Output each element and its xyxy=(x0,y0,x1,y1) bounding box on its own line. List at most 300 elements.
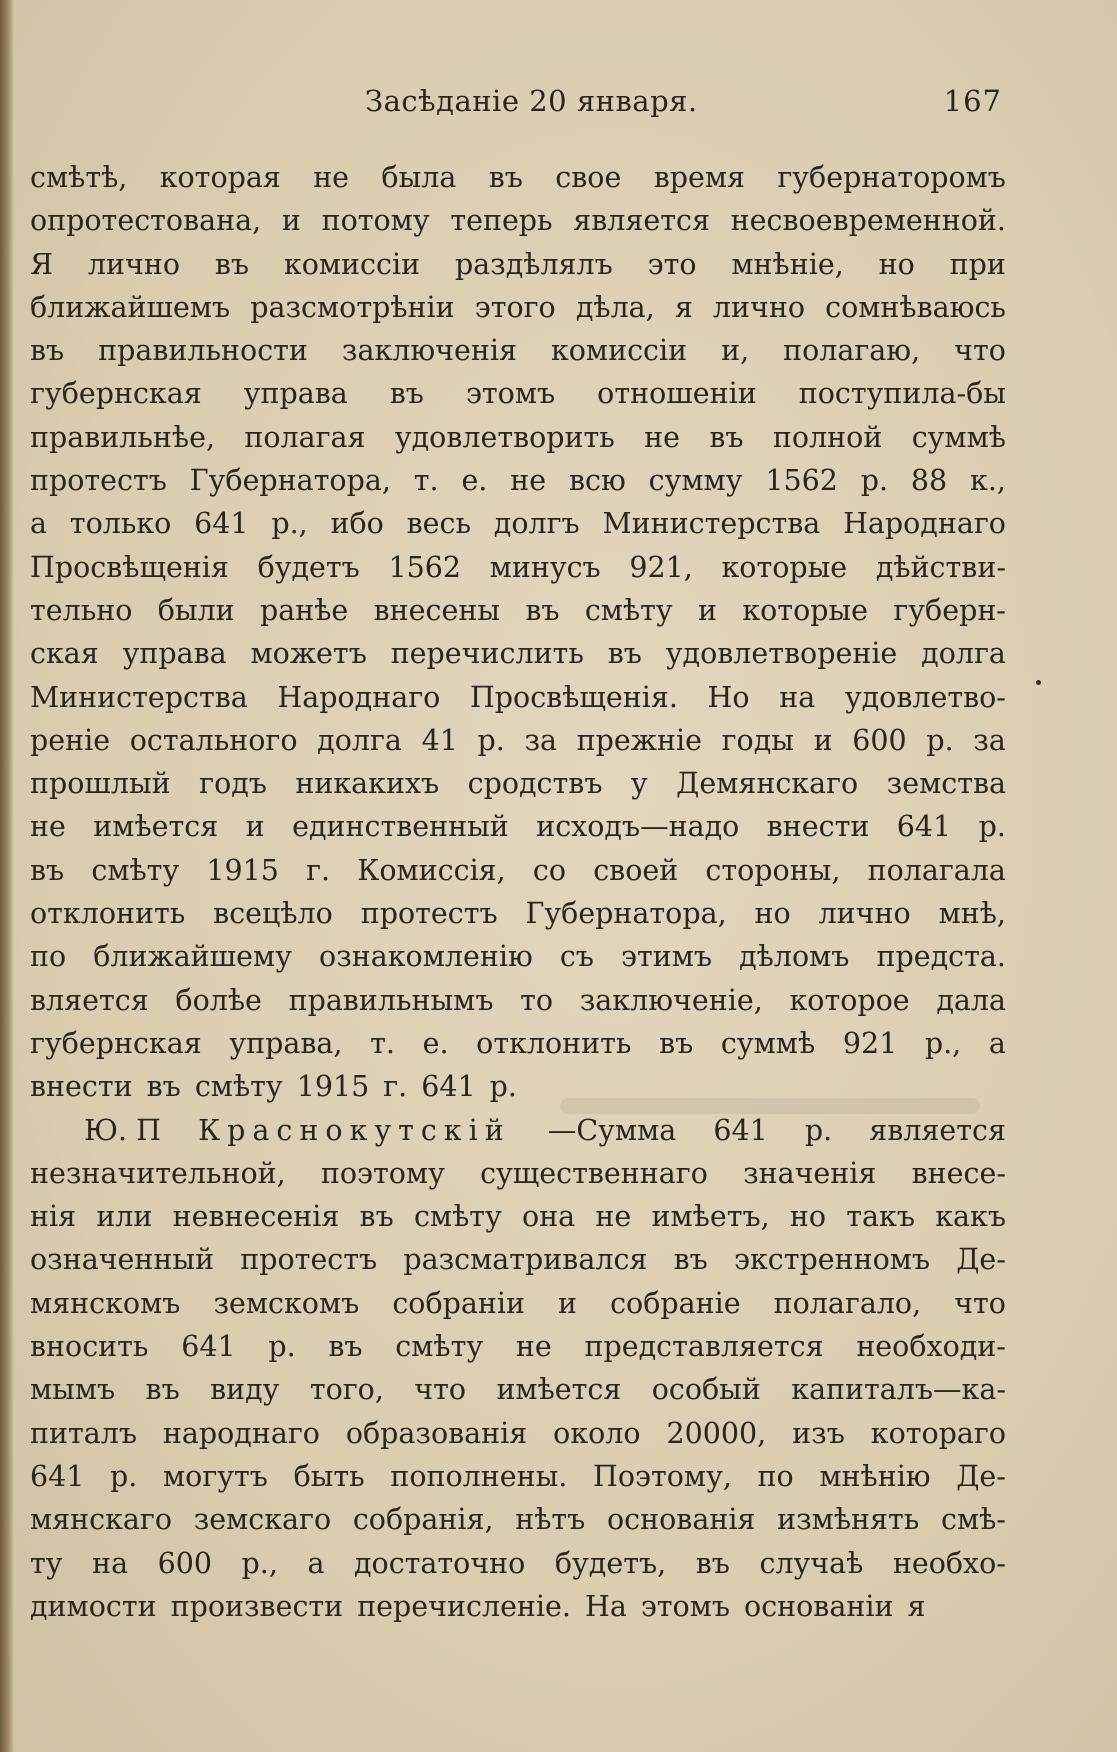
text-word: Народнаго xyxy=(843,507,1006,541)
text-word: и xyxy=(245,810,265,844)
text-word: со xyxy=(532,853,567,887)
text-word: то xyxy=(520,983,554,1017)
text-word: исходъ—надо xyxy=(536,810,740,844)
text-word: внести xyxy=(766,810,870,844)
text-line xyxy=(30,719,1006,762)
text-word: минусъ xyxy=(489,550,601,584)
text-word: Министерства xyxy=(30,680,248,714)
text-word: перечисленіе. xyxy=(357,1589,571,1623)
text-word: прежніе xyxy=(576,723,702,757)
text-word: стороны, xyxy=(705,853,841,887)
text-word: является xyxy=(869,1113,1006,1147)
text-word: этимъ xyxy=(621,940,713,974)
text-word: означенный xyxy=(30,1243,215,1277)
text-word: имѣется xyxy=(496,1373,622,1407)
text-word: реніе xyxy=(30,723,111,757)
text-word: 1562 xyxy=(388,550,461,584)
text-word: ибо xyxy=(330,507,384,541)
text-word: разсмотрѣніи xyxy=(250,290,455,324)
text-word: можетъ xyxy=(250,637,367,671)
text-line xyxy=(30,1238,1006,1281)
text-word: которые xyxy=(742,593,869,627)
text-word: несвоевременной. xyxy=(730,204,1006,238)
text-word: представляется xyxy=(584,1330,824,1364)
text-word: нія xyxy=(30,1200,77,1234)
text-word: 1562 xyxy=(765,464,838,498)
text-word: 600 xyxy=(157,1546,213,1580)
text-word: Народнаго xyxy=(277,680,441,714)
text-word: губерн- xyxy=(893,593,1006,627)
text-word: Де- xyxy=(956,1243,1006,1277)
text-word: смѣту xyxy=(413,1200,502,1234)
page-spine-shadow xyxy=(0,0,14,1752)
text-word: дала xyxy=(936,983,1006,1017)
speaker-initials: Ю. П xyxy=(84,1113,161,1147)
text-word: изъ xyxy=(792,1416,845,1450)
text-line xyxy=(30,1585,1006,1628)
text-line xyxy=(30,1368,1006,1411)
text-word: 600 xyxy=(852,723,907,757)
text-word: въ xyxy=(659,1026,694,1060)
speaker-line xyxy=(30,1109,1006,1152)
text-word: поэтому xyxy=(320,1156,445,1190)
text-word: р. xyxy=(978,810,1006,844)
text-word: 641 xyxy=(30,1459,85,1493)
text-word: заключенія xyxy=(341,334,517,368)
text-word: мнѣнію xyxy=(819,1459,931,1493)
text-word: т. xyxy=(413,464,439,498)
text-word: смѣту xyxy=(584,593,673,627)
text-word: съ xyxy=(559,940,594,974)
text-word: но xyxy=(754,897,791,931)
text-word: г. xyxy=(383,1070,408,1104)
text-word: земскомъ xyxy=(213,1286,360,1320)
text-word: дѣла, xyxy=(575,290,655,324)
text-word: смѣту xyxy=(395,1330,484,1364)
text-word: правильности xyxy=(98,334,308,368)
text-line xyxy=(30,156,1006,199)
text-word: удовлетвореніе xyxy=(665,637,898,671)
text-word: болѣе xyxy=(175,983,262,1017)
text-word: собраніе xyxy=(610,1286,741,1320)
text-word: р. xyxy=(110,1459,138,1493)
text-word: что xyxy=(954,1286,1006,1320)
text-word: управа, xyxy=(229,1026,343,1060)
text-word: Поэтому, xyxy=(593,1459,732,1493)
text-word: основанія xyxy=(607,1503,756,1537)
text-word: е. xyxy=(422,1026,449,1060)
text-line xyxy=(30,1325,1006,1368)
text-word: управа xyxy=(243,377,348,411)
text-word: лично xyxy=(712,290,806,324)
text-word: Просвѣщенія. xyxy=(469,680,678,714)
text-word: опротестована, xyxy=(30,204,262,238)
text-word: е. xyxy=(461,464,488,498)
text-word: р., xyxy=(924,1026,962,1060)
text-word: лично xyxy=(87,247,180,281)
show-through-smudge xyxy=(560,1098,980,1114)
text-word: суммѣ xyxy=(911,420,1006,454)
text-word: полагало, xyxy=(773,1286,922,1320)
text-word: димости xyxy=(30,1589,157,1623)
text-word: потому xyxy=(321,204,430,238)
text-word: заключеніе, xyxy=(579,983,763,1017)
text-line xyxy=(30,676,1006,719)
text-word: случаѣ xyxy=(759,1546,864,1580)
text-word: а xyxy=(988,1026,1006,1060)
text-word: отношеніи xyxy=(597,377,757,411)
text-word: виду xyxy=(210,1373,280,1407)
text-word: будетъ xyxy=(257,550,360,584)
text-line xyxy=(30,1022,1006,1065)
text-word: отклонить xyxy=(30,897,186,931)
text-line xyxy=(30,459,1006,502)
text-word: вносить xyxy=(30,1330,149,1364)
text-line xyxy=(30,1152,1006,1195)
text-word: въ xyxy=(359,1200,394,1234)
text-word: мымъ xyxy=(30,1373,116,1407)
text-word: р. xyxy=(477,723,505,757)
text-word: полагаю, xyxy=(783,334,921,368)
text-word: могутъ xyxy=(163,1459,268,1493)
text-line xyxy=(30,805,1006,848)
text-word: своей xyxy=(593,853,679,887)
text-word: но xyxy=(878,247,915,281)
text-line xyxy=(30,632,1006,675)
text-word: 921 xyxy=(842,1026,898,1060)
text-word: она xyxy=(522,1200,576,1234)
text-line xyxy=(30,1195,1006,1238)
text-word: губернская xyxy=(30,1026,202,1060)
text-word: губернаторомъ xyxy=(777,161,1006,194)
text-word: смѣ- xyxy=(940,1503,1006,1537)
text-word: весь xyxy=(406,507,471,541)
text-word: правильнымъ xyxy=(288,983,494,1017)
text-word: ская xyxy=(30,637,99,671)
text-word: быть xyxy=(293,1459,365,1493)
text-line xyxy=(30,935,1006,978)
text-word: при xyxy=(949,247,1006,281)
text-word: 641 xyxy=(194,507,249,541)
speaker-name: Краснокутскій xyxy=(198,1113,511,1147)
text-word: въ xyxy=(525,593,560,627)
text-word: протестъ xyxy=(360,897,498,931)
text-line xyxy=(30,1455,1006,1498)
text-word: протестъ xyxy=(30,464,167,498)
text-word: смѣту xyxy=(91,853,180,887)
text-word: капиталъ—ка- xyxy=(791,1373,1006,1407)
paragraph-2 xyxy=(30,1152,1006,1628)
text-word: въ xyxy=(709,420,744,454)
text-word: годъ xyxy=(199,767,267,801)
text-word: что xyxy=(954,334,1006,368)
text-word: сродствъ xyxy=(467,767,603,801)
text-word: теперь xyxy=(450,204,553,238)
text-word: по xyxy=(30,940,67,974)
text-word: что xyxy=(414,1373,467,1407)
text-word: имѣется xyxy=(93,810,219,844)
text-line xyxy=(30,502,1006,545)
text-word: правильнѣе, xyxy=(30,420,215,454)
text-word: дѣломъ xyxy=(739,940,850,974)
text-word: управа xyxy=(122,637,227,671)
text-word: время xyxy=(653,161,745,194)
text-word: ту xyxy=(30,1546,63,1580)
text-word: комиссіи xyxy=(283,247,421,281)
text-word: долга xyxy=(921,637,1006,671)
text-line xyxy=(30,329,1006,372)
text-word: не xyxy=(595,1200,632,1234)
text-line xyxy=(30,416,1006,459)
text-word: экстренномъ xyxy=(733,1243,931,1277)
text-word: измѣнять xyxy=(777,1503,920,1537)
text-word: суммѣ xyxy=(720,1026,816,1060)
text-word: ближайшему xyxy=(93,940,292,974)
text-word: я xyxy=(674,290,693,324)
text-word: поступила-бы xyxy=(798,377,1006,411)
text-word: 41 xyxy=(421,723,458,757)
text-word: незначительной, xyxy=(30,1156,286,1190)
text-word: и xyxy=(813,723,833,757)
text-word: годы xyxy=(721,723,794,757)
text-word: единственный xyxy=(292,810,509,844)
text-word: а xyxy=(307,1546,325,1580)
text-word: лично xyxy=(818,897,911,931)
text-word: въ xyxy=(30,853,65,887)
text-word: разсматривался xyxy=(403,1243,648,1277)
text-word: собраніи xyxy=(392,1286,525,1320)
text-word: но xyxy=(789,1200,827,1234)
text-word: и, xyxy=(721,334,750,368)
text-word: р., xyxy=(271,507,308,541)
text-word: никакихъ xyxy=(295,767,440,801)
text-word: или xyxy=(96,1200,153,1234)
text-word: образованія xyxy=(345,1416,528,1450)
text-word: внести xyxy=(30,1070,133,1104)
text-word: въ xyxy=(30,334,65,368)
text-word: На xyxy=(584,1589,627,1623)
text-word: свое xyxy=(555,161,622,194)
page-number: 167 xyxy=(943,84,1002,118)
text-word: всецѣло xyxy=(213,897,333,931)
text-word: невнесенія xyxy=(172,1200,340,1234)
text-word: у xyxy=(630,767,648,801)
text-word: а xyxy=(30,507,47,541)
text-word: р. xyxy=(860,464,889,498)
text-line xyxy=(30,1542,1006,1585)
text-word: удовлетво- xyxy=(844,680,1006,714)
text-word: губернская xyxy=(30,377,202,411)
text-word: 20000, xyxy=(666,1416,767,1450)
text-word: пополнены. xyxy=(390,1459,568,1493)
text-word: въ xyxy=(145,1373,180,1407)
text-word: по xyxy=(757,1459,794,1493)
text-word: комиссіи xyxy=(550,334,688,368)
text-word: 1915 xyxy=(206,853,279,887)
text-word: и xyxy=(558,1286,578,1320)
text-line xyxy=(30,243,1006,286)
text-word: Де- xyxy=(956,1459,1006,1493)
text-word: мянскаго xyxy=(30,1503,172,1537)
text-word: мнѣ, xyxy=(938,897,1006,931)
text-word: въ xyxy=(695,1546,730,1580)
text-word: сомнѣваюсь xyxy=(825,290,1006,324)
text-word: вляется xyxy=(30,983,149,1017)
text-word: не xyxy=(313,161,350,194)
text-line xyxy=(30,762,1006,805)
body-text xyxy=(30,156,1006,1628)
text-word: р. xyxy=(804,1113,833,1147)
text-word: —Сумма xyxy=(547,1113,677,1147)
text-word: сумму xyxy=(648,464,743,498)
text-word: раздѣлялъ xyxy=(454,247,613,281)
text-word: существеннаго xyxy=(480,1156,708,1190)
text-word: мянскомъ xyxy=(30,1286,181,1320)
text-word: значенія xyxy=(743,1156,877,1190)
text-word: въ xyxy=(488,161,523,194)
text-word: Министерства xyxy=(602,507,821,541)
text-word: я xyxy=(907,1589,926,1623)
text-word: р. xyxy=(489,1070,517,1104)
text-word: будетъ, xyxy=(554,1546,667,1580)
text-word: это xyxy=(647,247,697,281)
text-line xyxy=(30,849,1006,892)
text-word: необходи- xyxy=(856,1330,1006,1364)
text-word: и xyxy=(281,204,301,238)
text-line xyxy=(30,979,1006,1022)
text-word: тельно xyxy=(30,593,133,627)
text-word: полной xyxy=(772,420,883,454)
text-word: въ xyxy=(389,377,424,411)
text-line xyxy=(30,1498,1006,1541)
text-word: 641 xyxy=(181,1330,236,1364)
text-word: которая xyxy=(159,161,281,194)
text-word: питалъ xyxy=(30,1416,137,1450)
text-word: Но xyxy=(707,680,750,714)
text-word: за xyxy=(524,723,557,757)
text-word: предста. xyxy=(876,940,1006,974)
text-word: прошлый xyxy=(30,767,171,801)
text-word: 88 xyxy=(910,464,948,498)
text-word: которые xyxy=(721,550,848,584)
ink-speck xyxy=(1036,680,1041,685)
text-word: полагая xyxy=(244,420,366,454)
text-word: Просвѣщенія xyxy=(30,550,229,584)
text-word: отклонить xyxy=(476,1026,632,1060)
text-word: внесены xyxy=(373,593,501,627)
text-word: необхо- xyxy=(892,1546,1006,1580)
text-word: въ xyxy=(328,1330,363,1364)
text-word: является xyxy=(573,204,710,238)
text-word: народнаго xyxy=(162,1416,320,1450)
text-word: основаніи xyxy=(744,1589,894,1623)
page-header xyxy=(30,84,1002,124)
text-word: Губернатора, xyxy=(189,464,391,498)
text-word: нѣтъ xyxy=(515,1503,586,1537)
text-word: г. xyxy=(306,853,331,887)
text-word: имѣетъ, xyxy=(651,1200,770,1234)
text-word: не xyxy=(644,420,681,454)
running-title: Засѣданіе 20 января. xyxy=(365,84,698,118)
text-word: 641 xyxy=(421,1070,476,1104)
text-word: достаточно xyxy=(353,1546,526,1580)
text-word: произвести xyxy=(170,1589,344,1623)
text-word: внесе- xyxy=(911,1156,1006,1190)
text-word: земства xyxy=(886,767,1006,801)
text-word: долгъ xyxy=(493,507,580,541)
text-word: въ xyxy=(607,637,642,671)
text-word: дѣйстви- xyxy=(875,550,1006,584)
text-word: земскаго xyxy=(193,1503,332,1537)
text-word: Губернатора, xyxy=(525,897,727,931)
text-word: того, xyxy=(309,1373,384,1407)
text-word: 921, xyxy=(629,550,693,584)
text-word: въ xyxy=(214,247,250,281)
text-word: этого xyxy=(474,290,556,324)
text-word: 641 xyxy=(713,1113,768,1147)
text-line xyxy=(30,589,1006,632)
text-word: этомъ xyxy=(640,1589,731,1623)
text-word: полагала xyxy=(867,853,1006,887)
text-word: котораго xyxy=(870,1416,1006,1450)
text-line xyxy=(30,546,1006,589)
text-word: особый xyxy=(651,1373,761,1407)
text-word: ознакомленію xyxy=(319,940,533,974)
text-word: около xyxy=(553,1416,641,1450)
text-word: только xyxy=(69,507,172,541)
text-word: не xyxy=(30,810,66,844)
text-line xyxy=(30,892,1006,935)
text-word: собранія, xyxy=(352,1503,494,1537)
text-word: Я xyxy=(30,247,54,281)
text-word: 1915 xyxy=(296,1070,370,1104)
text-word: перечислить xyxy=(390,637,584,671)
text-word: 641 xyxy=(896,810,952,844)
text-word: ранѣе xyxy=(260,593,349,627)
text-word: на xyxy=(92,1546,129,1580)
text-word: въ xyxy=(673,1243,708,1277)
text-line xyxy=(30,199,1006,242)
text-word: какъ xyxy=(935,1200,1006,1234)
text-word: долга xyxy=(317,723,402,757)
text-word: такъ xyxy=(846,1200,915,1234)
text-word: были xyxy=(157,593,235,627)
paragraph-1 xyxy=(30,156,1006,1109)
text-word: и xyxy=(698,593,718,627)
text-line xyxy=(30,372,1006,415)
text-word: не xyxy=(510,464,547,498)
text-word: протестъ xyxy=(240,1243,378,1277)
text-word: смѣтѣ, xyxy=(30,161,128,194)
text-word: т. xyxy=(370,1026,395,1060)
text-word: всю xyxy=(568,464,626,498)
text-word: удовлетворить xyxy=(394,420,615,454)
text-word: р. xyxy=(268,1330,296,1364)
text-word: за xyxy=(973,723,1006,757)
text-word: въ xyxy=(146,1070,181,1104)
text-line xyxy=(30,1412,1006,1455)
text-word: р. xyxy=(926,723,954,757)
text-word: смѣту xyxy=(194,1070,283,1104)
text-word: р., xyxy=(241,1546,278,1580)
text-word: которое xyxy=(789,983,910,1017)
text-word: остального xyxy=(129,723,298,757)
text-word: на xyxy=(779,680,816,714)
text-word: Демянскаго xyxy=(676,767,859,801)
text-word: не xyxy=(515,1330,552,1364)
text-word: этомъ xyxy=(465,377,556,411)
text-line xyxy=(30,1282,1006,1325)
